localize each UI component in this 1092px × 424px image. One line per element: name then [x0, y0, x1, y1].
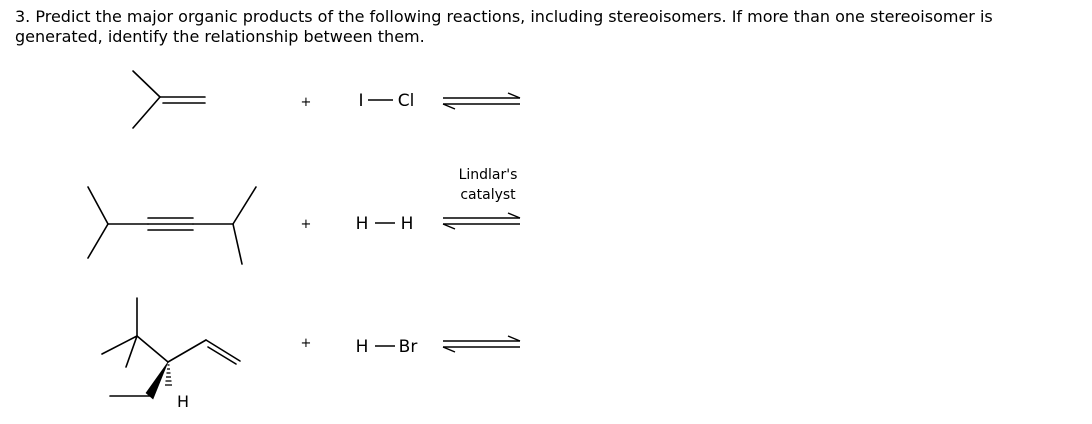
question-text: 3. Predict the major organic products of the following reactions, including stereoisomers. If more than one stereoisomer is generated, identify the relationship between them.	[15, 7, 993, 46]
catalyst-label-line-2: catalyst	[460, 187, 516, 203]
methyl-bond-lower	[133, 97, 160, 128]
stereocenter-h-label: H	[176, 392, 190, 411]
quaternary-to-stereocenter-bond	[137, 336, 168, 362]
right-methyl-upper-bond	[233, 187, 256, 224]
right-methyl-lower-bond	[233, 224, 242, 264]
reagent-atom-right: H	[400, 214, 414, 234]
left-methyl-upper-bond	[88, 187, 108, 224]
reagent-atom-left: H	[355, 337, 369, 357]
stereocenter-to-vinyl-bond	[168, 340, 206, 362]
equilibrium-arrow	[443, 93, 520, 109]
methyl-bond-upper	[133, 71, 160, 97]
hash-bond	[165, 365, 172, 385]
left-methyl-lower-bond	[88, 224, 108, 258]
plus-sign: +	[300, 95, 312, 110]
plus-sign: +	[300, 336, 312, 351]
wedge-bond	[146, 362, 168, 399]
vinyl-double-bond-1	[206, 340, 240, 361]
isobutylene-structure	[133, 71, 205, 128]
equilibrium-arrow	[443, 336, 520, 352]
reagent-atom-left: I	[358, 91, 364, 111]
reagent-atom-right: Cl	[397, 91, 415, 111]
reagent-atom-left: H	[355, 214, 369, 234]
equilibrium-arrow	[443, 213, 520, 229]
plus-sign: +	[300, 217, 312, 232]
catalyst-label-line-1: Lindlar's	[458, 167, 518, 183]
dimethylhexyne-structure	[88, 187, 256, 264]
reagent-atom-right: Br	[398, 337, 418, 357]
